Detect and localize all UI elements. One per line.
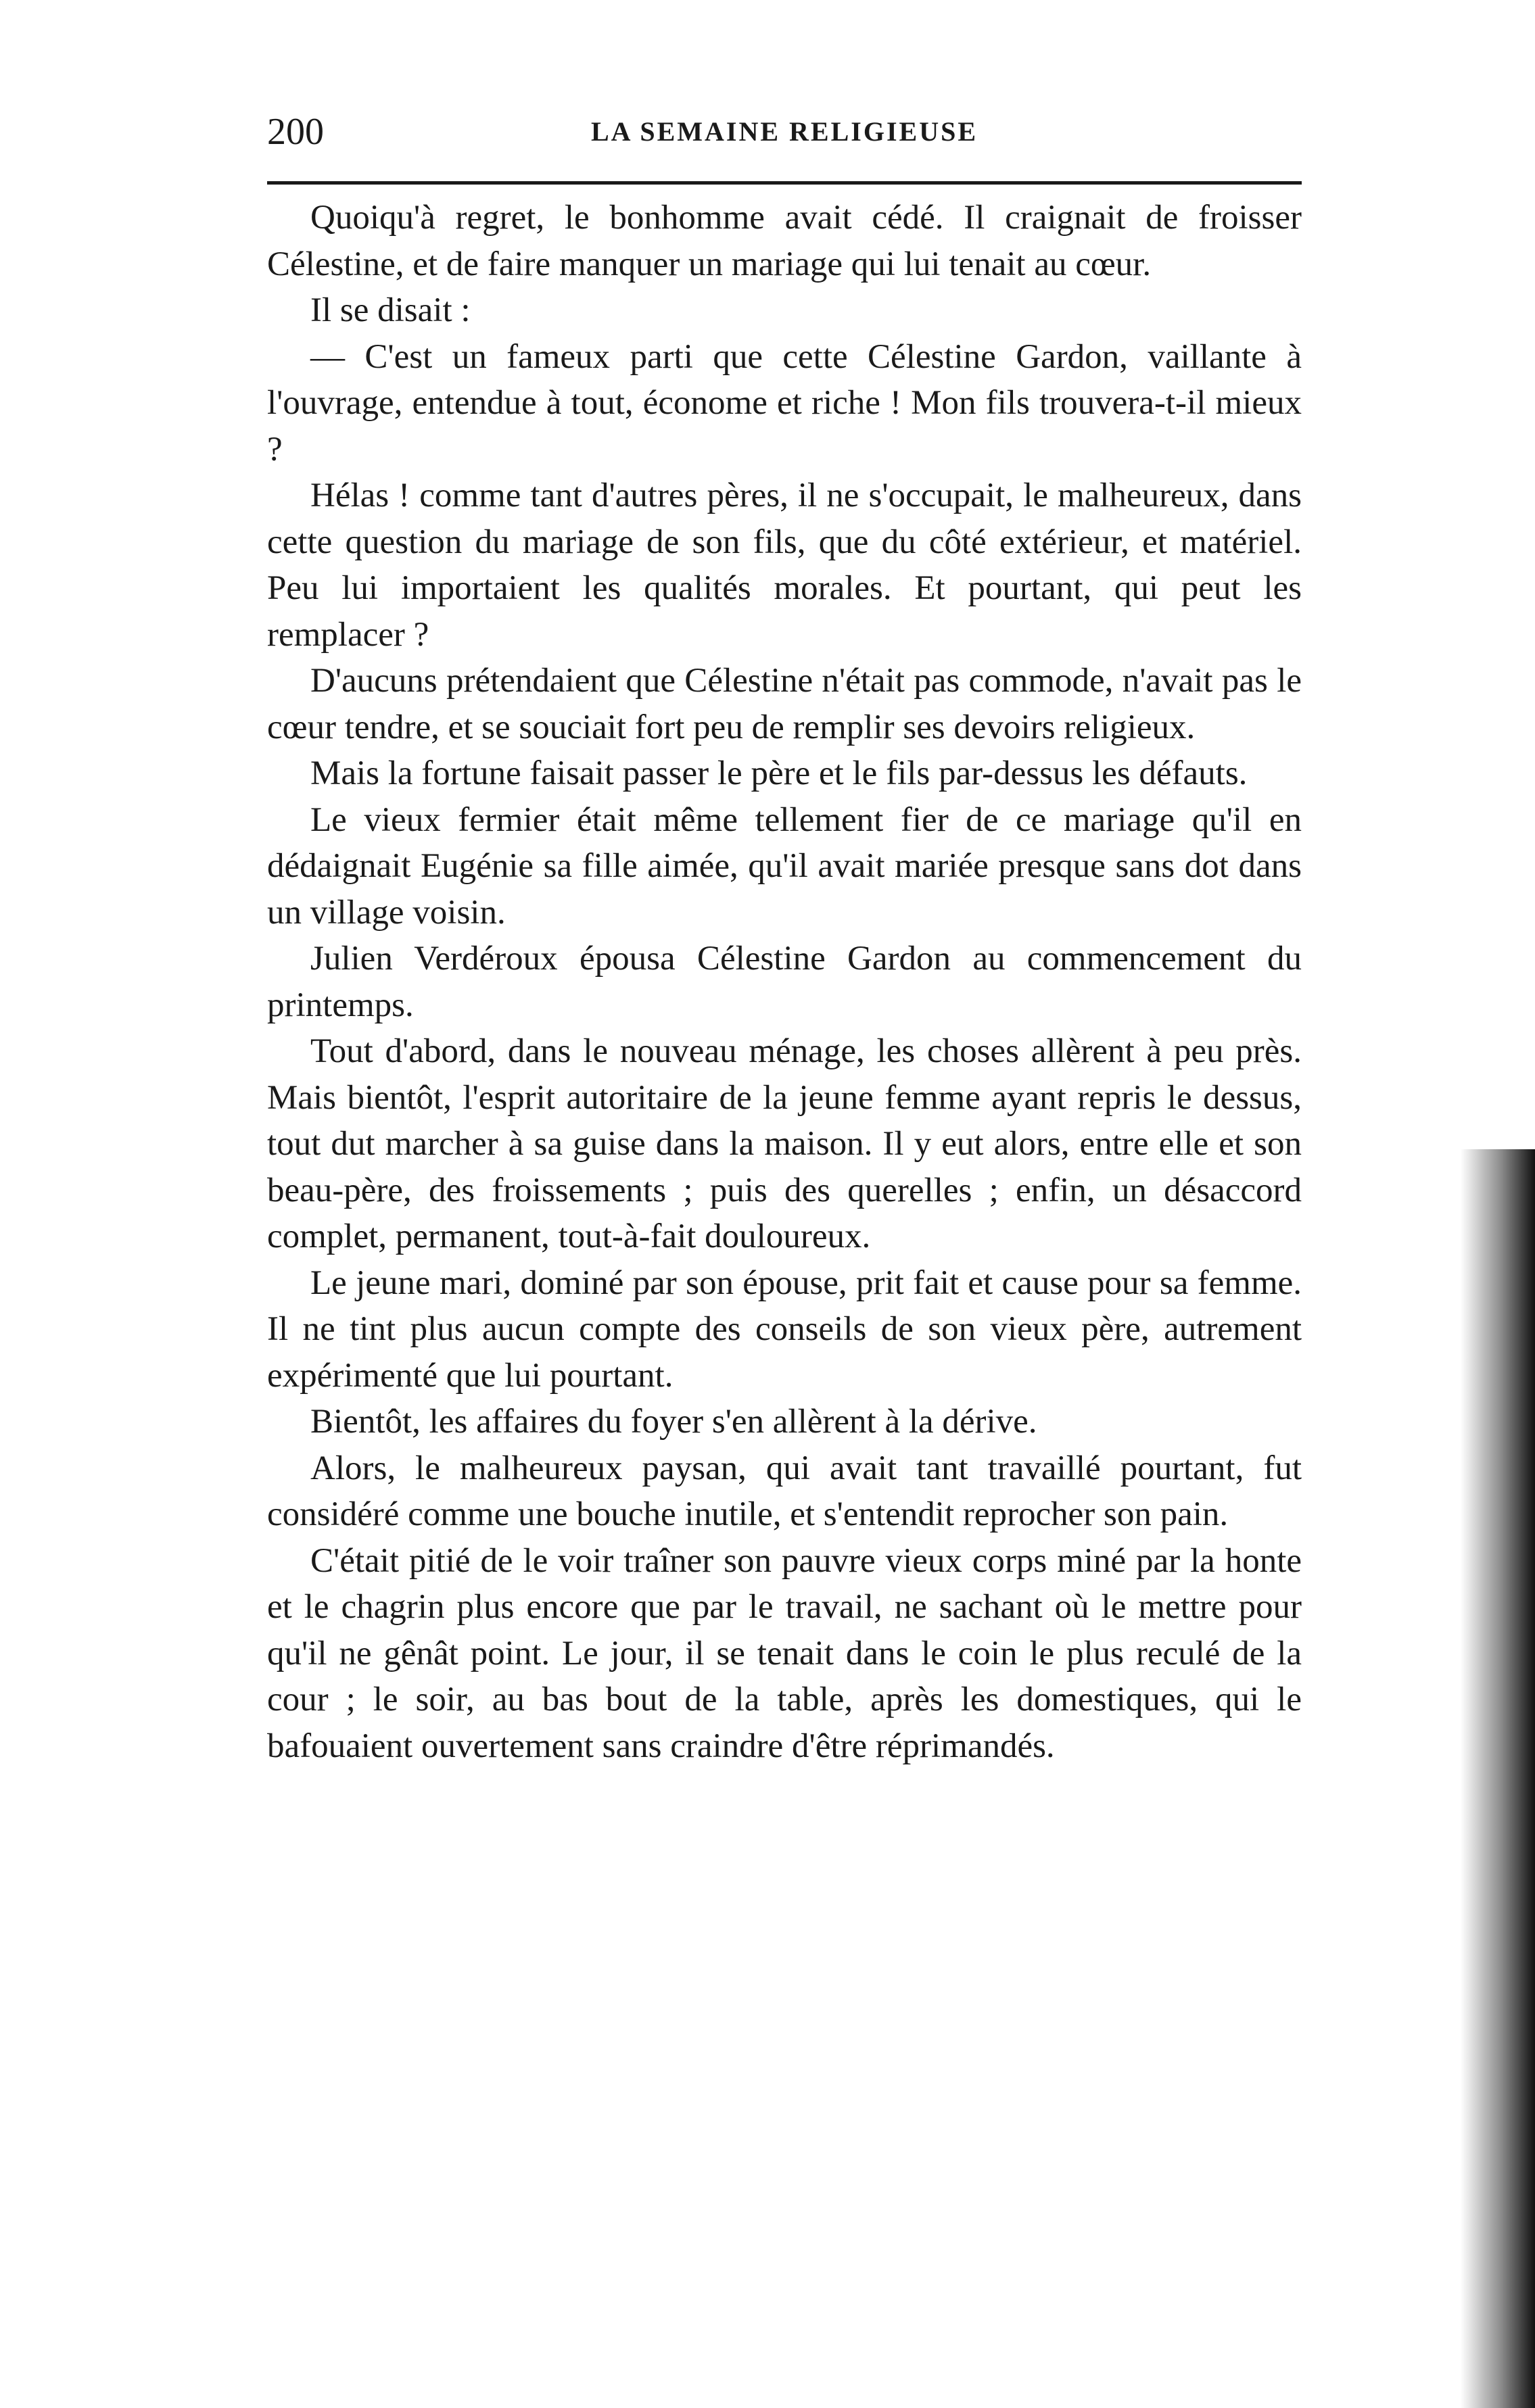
body-text (267, 195, 1302, 1769)
paragraph: Bientôt, les affaires du foyer s'en allèrent à la dérive. (310, 1403, 1037, 1441)
paragraph: Julien Verdéroux épousa Célestine Gardon au commencement du printemps. (267, 940, 1302, 1024)
paragraph: D'aucuns prétendaient que Célestine n'était pas commode, n'avait pas le cœur tendre, et se souciait fort peu de remplir ses devoirs religieux. (267, 662, 1302, 746)
header-rule (267, 181, 1302, 185)
paragraph: Le vieux fermier était même tellement fier de ce mariage qu'il en dédaignait Eugénie sa fille aimée, qu'il avait mariée presque sans dot dans un village voisin. (267, 800, 1302, 932)
paragraph: Mais la fortune faisait passer le père et le fils par-dessus les défauts. (310, 754, 1248, 792)
paragraph: Quoiqu'à regret, le bonhomme avait cédé. Il craignait de froisser Célestine, et de faire manquer un mariage qui lui tenait au cœur. (267, 199, 1302, 283)
paragraph: Tout d'abord, dans le nouveau ménage, les choses allèrent à peu près. Mais bientôt, l'esprit autoritaire de la jeune femme ayant repris le dessus, tout dut marcher à sa guise dans la maison. Il y eut alors, entre elle et son beau-père, des froissements ; puis des querelles ; enfin, un désaccord complet, permanent, tout-à-fait douloureux. (267, 1032, 1302, 1255)
paragraph: Le jeune mari, dominé par son épouse, prit fait et cause pour sa femme. Il ne tint plus aucun compte des conseils de son vieux père, autrement expérimenté que lui pourtant. (267, 1263, 1302, 1395)
paragraph: — C'est un fameux parti que cette Célestine Gardon, vaillante à l'ouvrage, entendue à tout, économe et riche ! Mon fils trouvera-t-il mieux ? (267, 337, 1302, 468)
page-header (267, 108, 1302, 155)
paragraph: Hélas ! comme tant d'autres pères, il ne s'occupait, le malheureux, dans cette question du mariage de son fils, que du côté extérieur, et matériel. Peu lui importaient les qualités morales. Et pourtant, qui peut les remplacer ? (267, 477, 1302, 654)
page-edge-shadow (1461, 1149, 1535, 2408)
running-title: LA SEMAINE RELIGIEUSE (590, 116, 978, 147)
paragraph: Il se disait : (310, 291, 471, 329)
page-number: 200 (267, 111, 324, 153)
paragraph: C'était pitié de le voir traîner son pauvre vieux corps miné par la honte et le chagrin plus encore que par le travail, ne sachant où le mettre pour qu'il ne gênât point. Le jour, il se tenait dans le coin le plus reculé de la cour ; le soir, au bas bout de la table, après les domestiques, qui le bafouaient ouvertement sans craindre d'être réprimandés. (267, 1541, 1302, 1765)
paragraph: Alors, le malheureux paysan, qui avait tant travaillé pourtant, fut considéré comme une bouche inutile, et s'entendit reprocher son pain. (267, 1449, 1302, 1533)
